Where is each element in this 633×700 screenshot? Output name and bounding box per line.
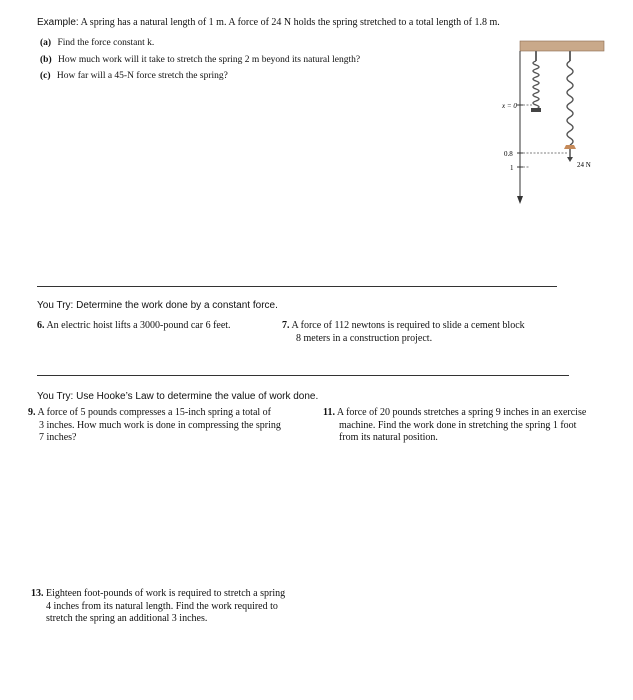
problem-number: 9.: [28, 407, 36, 418]
section2-heading: You Try: Use Hooke’s Law to determine the value of work done.: [37, 391, 319, 402]
problem-text-line: A force of 112 newtons is required to slide a cement block: [291, 320, 525, 331]
problem-number: 7.: [282, 320, 290, 331]
divider: [37, 286, 557, 287]
part-text: How far will a 45-N force stretch the spring?: [56, 71, 228, 81]
example-text: A spring has a natural length of 1 m. A force of 24 N holds the spring stretched to a total length of 1.8 m.: [80, 17, 500, 28]
problem-text-line: from its natural position.: [339, 432, 438, 443]
ceiling-bar: [520, 41, 604, 51]
example-part-a: [40, 38, 154, 48]
tick-label-1: 1: [510, 164, 514, 172]
problem-text-line: 7 inches?: [39, 432, 77, 443]
section1-heading: You Try: Determine the work done by a constant force.: [37, 300, 278, 311]
problem-text-line: 3 inches. How much work is done in compressing the spring: [39, 419, 281, 431]
problem-number: 11.: [323, 407, 335, 418]
x-zero-label: x = 0: [502, 102, 517, 110]
axis-arrow: [517, 196, 523, 204]
problem-text-line: machine. Find the work done in stretching the spring 1 foot: [339, 419, 577, 431]
problem-number: 13.: [31, 588, 44, 599]
problem-6: [37, 320, 231, 333]
part-text: How much work will it take to stretch the spring 2 m beyond its natural length?: [58, 55, 361, 65]
problem-text-line: stretch the spring an additional 3 inches.: [46, 613, 208, 624]
example-statement: [37, 17, 617, 30]
problem-text: An electric hoist lifts a 3000-pound car 6 feet.: [46, 320, 231, 331]
part-label: (b): [40, 55, 52, 65]
problem-number: 6.: [37, 320, 45, 331]
problem-text-line: Eighteen foot-pounds of work is required to stretch a spring: [46, 588, 286, 599]
stretched-spring: [564, 51, 576, 162]
problem-7: [282, 320, 525, 345]
unstretched-spring: [531, 51, 541, 112]
problem-13: [31, 588, 285, 626]
problem-text-line: 8 meters in a construction project.: [296, 332, 433, 344]
problem-text-line: A force of 5 pounds compresses a 15-inch spring a total of: [37, 407, 272, 418]
example-label: Example:: [37, 17, 79, 28]
part-label: (a): [40, 38, 52, 48]
spring-figure: [500, 38, 610, 210]
divider: [37, 375, 569, 376]
example-part-c: [40, 71, 228, 81]
problem-text-line: 4 inches from its natural length. Find the work required to: [46, 600, 278, 612]
part-text: Find the force constant k.: [57, 38, 155, 48]
problem-text-line: A force of 20 pounds stretches a spring 9 inches in an exercise: [336, 407, 587, 418]
problem-11: [323, 407, 586, 445]
problem-9: [28, 407, 281, 445]
part-label: (c): [40, 71, 51, 81]
tick-label-0-8: 0.8: [504, 150, 513, 158]
force-label: 24 N: [577, 161, 591, 169]
example-part-b: [40, 55, 360, 65]
